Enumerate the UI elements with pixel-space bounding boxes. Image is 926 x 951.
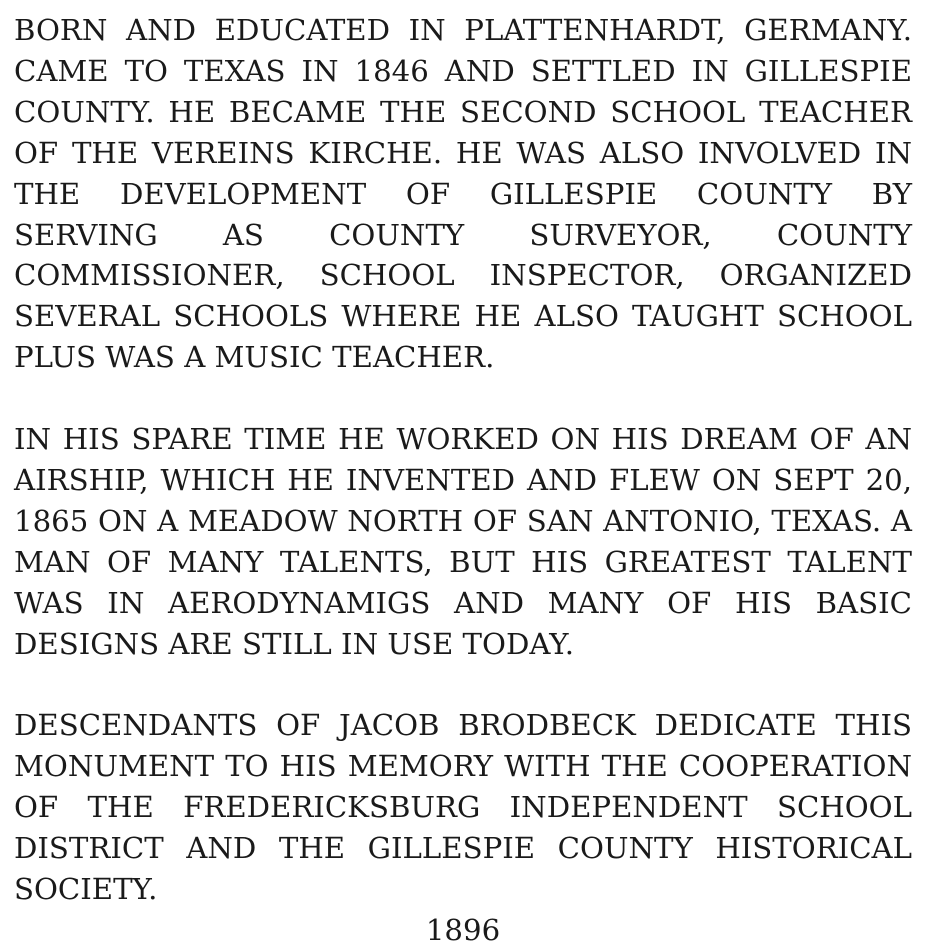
paragraph-airship: IN HIS SPARE TIME HE WORKED ON HIS DREAM OF AN AIRSHIP, WHICH HE INVENTED AND FLEW ON SEPT 20, 1865 ON A MEADOW NORTH OF SAN ANTONIO, TEXAS. A MAN OF MANY TALENTS, BUT HIS GREATEST TALENT WAS IN AERODYNAMIGS AND MANY OF HIS BASIC DESIGNS ARE STILL IN USE TODAY. <box>14 422 912 661</box>
paragraph-dedication: DESCENDANTS OF JACOB BRODBECK DEDICATE THIS MONUMENT TO HIS MEMORY WITH THE COOPERATION OF THE FREDERICKSBURG INDEPENDENT SCHOOL DISTRICT AND THE GILLESPIE COUNTY HISTORICAL SOCIETY. <box>14 708 912 906</box>
paragraph-spacer <box>14 378 912 419</box>
paragraph-biography: BORN AND EDUCATED IN PLATTENHARDT, GERMANY. CAME TO TEXAS IN 1846 AND SETTLED IN GILLESPIE COUNTY. HE BECAME THE SECOND SCHOOL TEACHER OF THE VEREINS KIRCHE. HE WAS ALSO INVOLVED IN THE DEVELOPMENT OF GILLESPIE COUNTY BY SERVING AS COUNTY SURVEYOR, COUNTY COMMISSIONER, SCHOOL INSPECTOR, ORGANIZED SEVERAL SCHOOLS WHERE HE ALSO TAUGHT SCHOOL PLUS WAS A MUSIC TEACHER. <box>14 13 912 375</box>
monument-text <box>14 10 912 951</box>
paragraph-spacer <box>14 664 912 705</box>
dedication-year: 1896 <box>425 912 501 947</box>
